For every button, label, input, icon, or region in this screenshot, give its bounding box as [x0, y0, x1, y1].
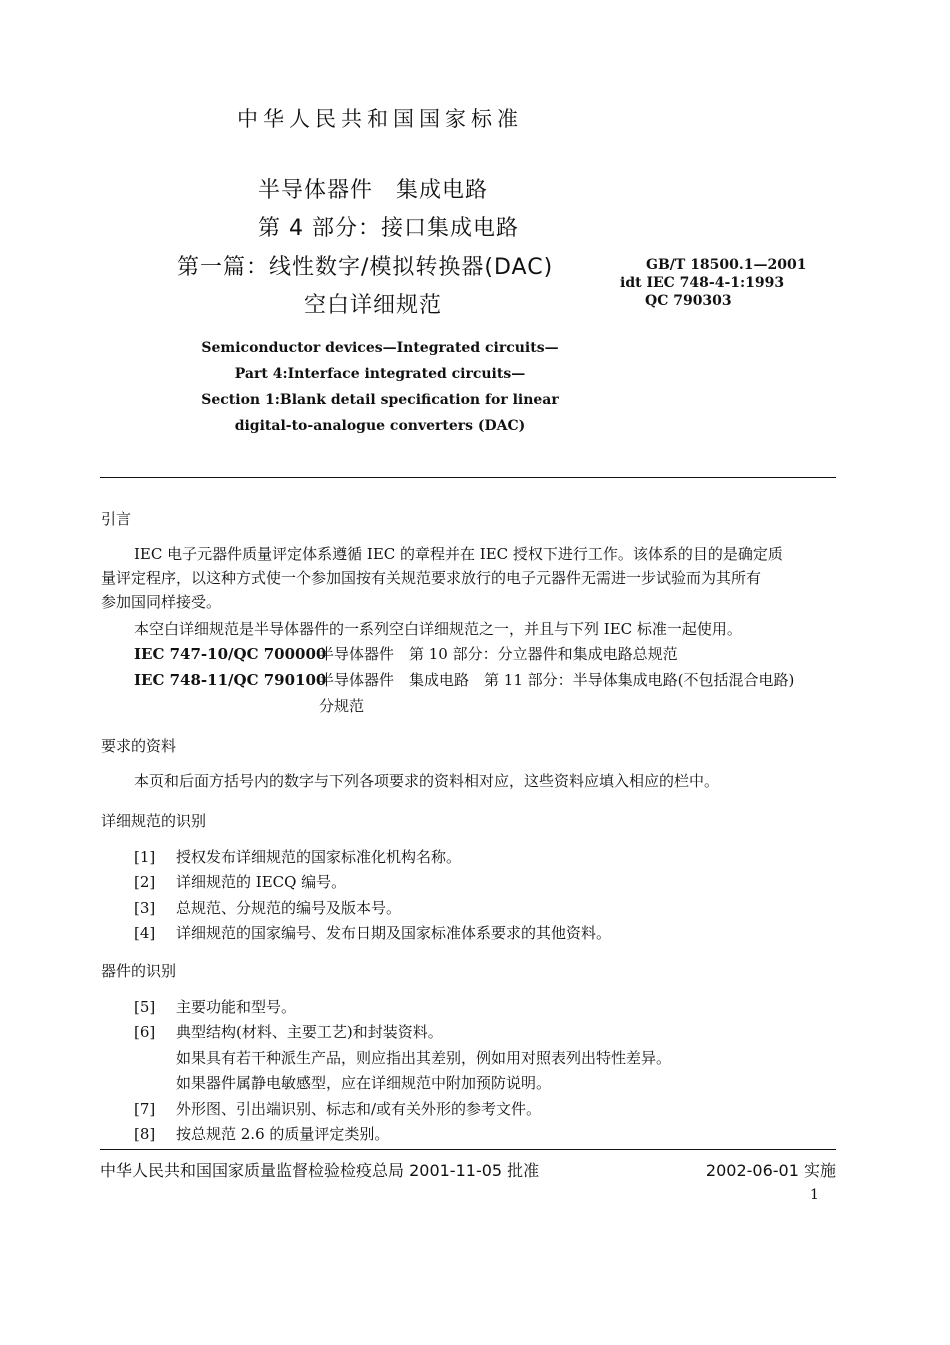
item-text: 按总规范 2.6 的质量评定类别。 [176, 1125, 390, 1143]
ref-text: 半导体器件 第 10 部分：分立器件和集成电路总规范 [319, 645, 678, 663]
item-text: 详细规范的国家编号、发布日期及国家标准体系要求的其他资料。 [176, 924, 612, 942]
detail-item-3 [134, 897, 401, 918]
idt-code: idt IEC 748-4-1:1993 [620, 275, 785, 291]
item-text: 详细规范的 IECQ 编号。 [176, 873, 347, 891]
national-standard-header: 中华人民共和国国家标准 [237, 107, 523, 131]
detail-id-heading: 详细规范的识别 [101, 812, 207, 830]
title-en-line3: Section 1:Blank detail specification for linear [201, 392, 559, 408]
standard-codes [620, 256, 806, 310]
page-number: 1 [810, 1187, 819, 1203]
detail-item-1 [134, 846, 461, 867]
required-p1: 本页和后面方括号内的数字与下列各项要求的资料相对应，这些资料应填入相应的栏中。 [134, 772, 720, 790]
ref-text: 半导体器件 集成电路 第 11 部分：半导体集成电路(不包括混合电路) [319, 671, 795, 689]
effective-date: 2002-06-01 实施 [705, 1161, 836, 1180]
item-text: 如果具有若干种派生产品，则应指出其差别，例如用对照表列出特性差异。 [176, 1049, 672, 1067]
intro-p1-line1: IEC 电子元器件质量评定体系遵循 IEC 的章程并在 IEC 授权下进行工作。该体系的目的是确定质 [134, 545, 783, 563]
title-cn-line3: 第一篇：线性数字/模拟转换器(DAC) [177, 255, 554, 280]
required-heading: 要求的资料 [101, 737, 177, 755]
ref-code: IEC 748-11/QC 790100 [134, 671, 327, 689]
title-cn-line4: 空白详细规范 [304, 293, 443, 318]
item-number: [2] [134, 873, 156, 891]
title-en-line2: Part 4:Interface integrated circuits— [234, 366, 526, 382]
title-cn-line2: 第 4 部分：接口集成电路 [258, 216, 519, 241]
item-number: [5] [134, 998, 156, 1016]
detail-item-4 [134, 922, 611, 943]
item-number: [4] [134, 924, 156, 942]
device-item-5 [134, 996, 296, 1017]
title-en-line1: Semiconductor devices—Integrated circuits— [201, 340, 559, 356]
intro-p1-line3: 参加国同样接受。 [101, 593, 222, 611]
item-number: [7] [134, 1100, 156, 1118]
item-number: [6] [134, 1023, 156, 1041]
intro-heading: 引言 [101, 510, 132, 528]
qc-code: QC 790303 [645, 293, 732, 309]
device-id-heading: 器件的识别 [101, 962, 177, 980]
title-en-line4: digital-to-analogue converters (DAC) [234, 418, 526, 434]
item-text: 授权发布详细规范的国家标准化机构名称。 [176, 848, 462, 866]
device-item-8 [134, 1123, 389, 1144]
item-text: 典型结构(材料、主要工艺)和封装资料。 [176, 1023, 443, 1041]
gbt-code: GB/T 18500.1—2001 [646, 257, 807, 273]
item-text: 外形图、引出端识别、标志和/或有关外形的参考文件。 [176, 1100, 542, 1118]
title-cn-line1: 半导体器件 集成电路 [258, 178, 489, 203]
ref-code: IEC 747-10/QC 700000 [134, 645, 327, 663]
item-text: 总规范、分规范的编号及版本号。 [176, 899, 402, 917]
item-number: [3] [134, 899, 156, 917]
approval-note: 中华人民共和国国家质量监督检验检疫总局 2001-11-05 批准 [100, 1161, 540, 1180]
footer-divider [100, 1149, 836, 1150]
item-number: [1] [134, 848, 156, 866]
item-text: 如果器件属静电敏感型，应在详细规范中附加预防说明。 [176, 1074, 552, 1092]
item-number: [8] [134, 1125, 156, 1143]
detail-item-2 [134, 871, 346, 892]
device-item-6-note-2 [134, 1072, 551, 1093]
device-item-6 [134, 1021, 443, 1042]
item-text: 主要功能和型号。 [176, 998, 297, 1016]
intro-p1-line2: 量评定程序，以这种方式使一个参加国按有关规范要求放行的电子元器件无需进一步试验而为其所有 [101, 569, 762, 587]
ref-row-2 [134, 668, 794, 692]
device-item-7 [134, 1098, 541, 1119]
header-divider [100, 477, 836, 478]
device-item-6-note-1 [134, 1047, 671, 1068]
title-en [140, 335, 620, 439]
ref-row-1 [134, 642, 678, 666]
ref-row-2-cont: 分规范 [319, 697, 365, 715]
intro-p2: 本空白详细规范是半导体器件的一系列空白详细规范之一，并且与下列 IEC 标准一起使用。 [134, 620, 742, 638]
